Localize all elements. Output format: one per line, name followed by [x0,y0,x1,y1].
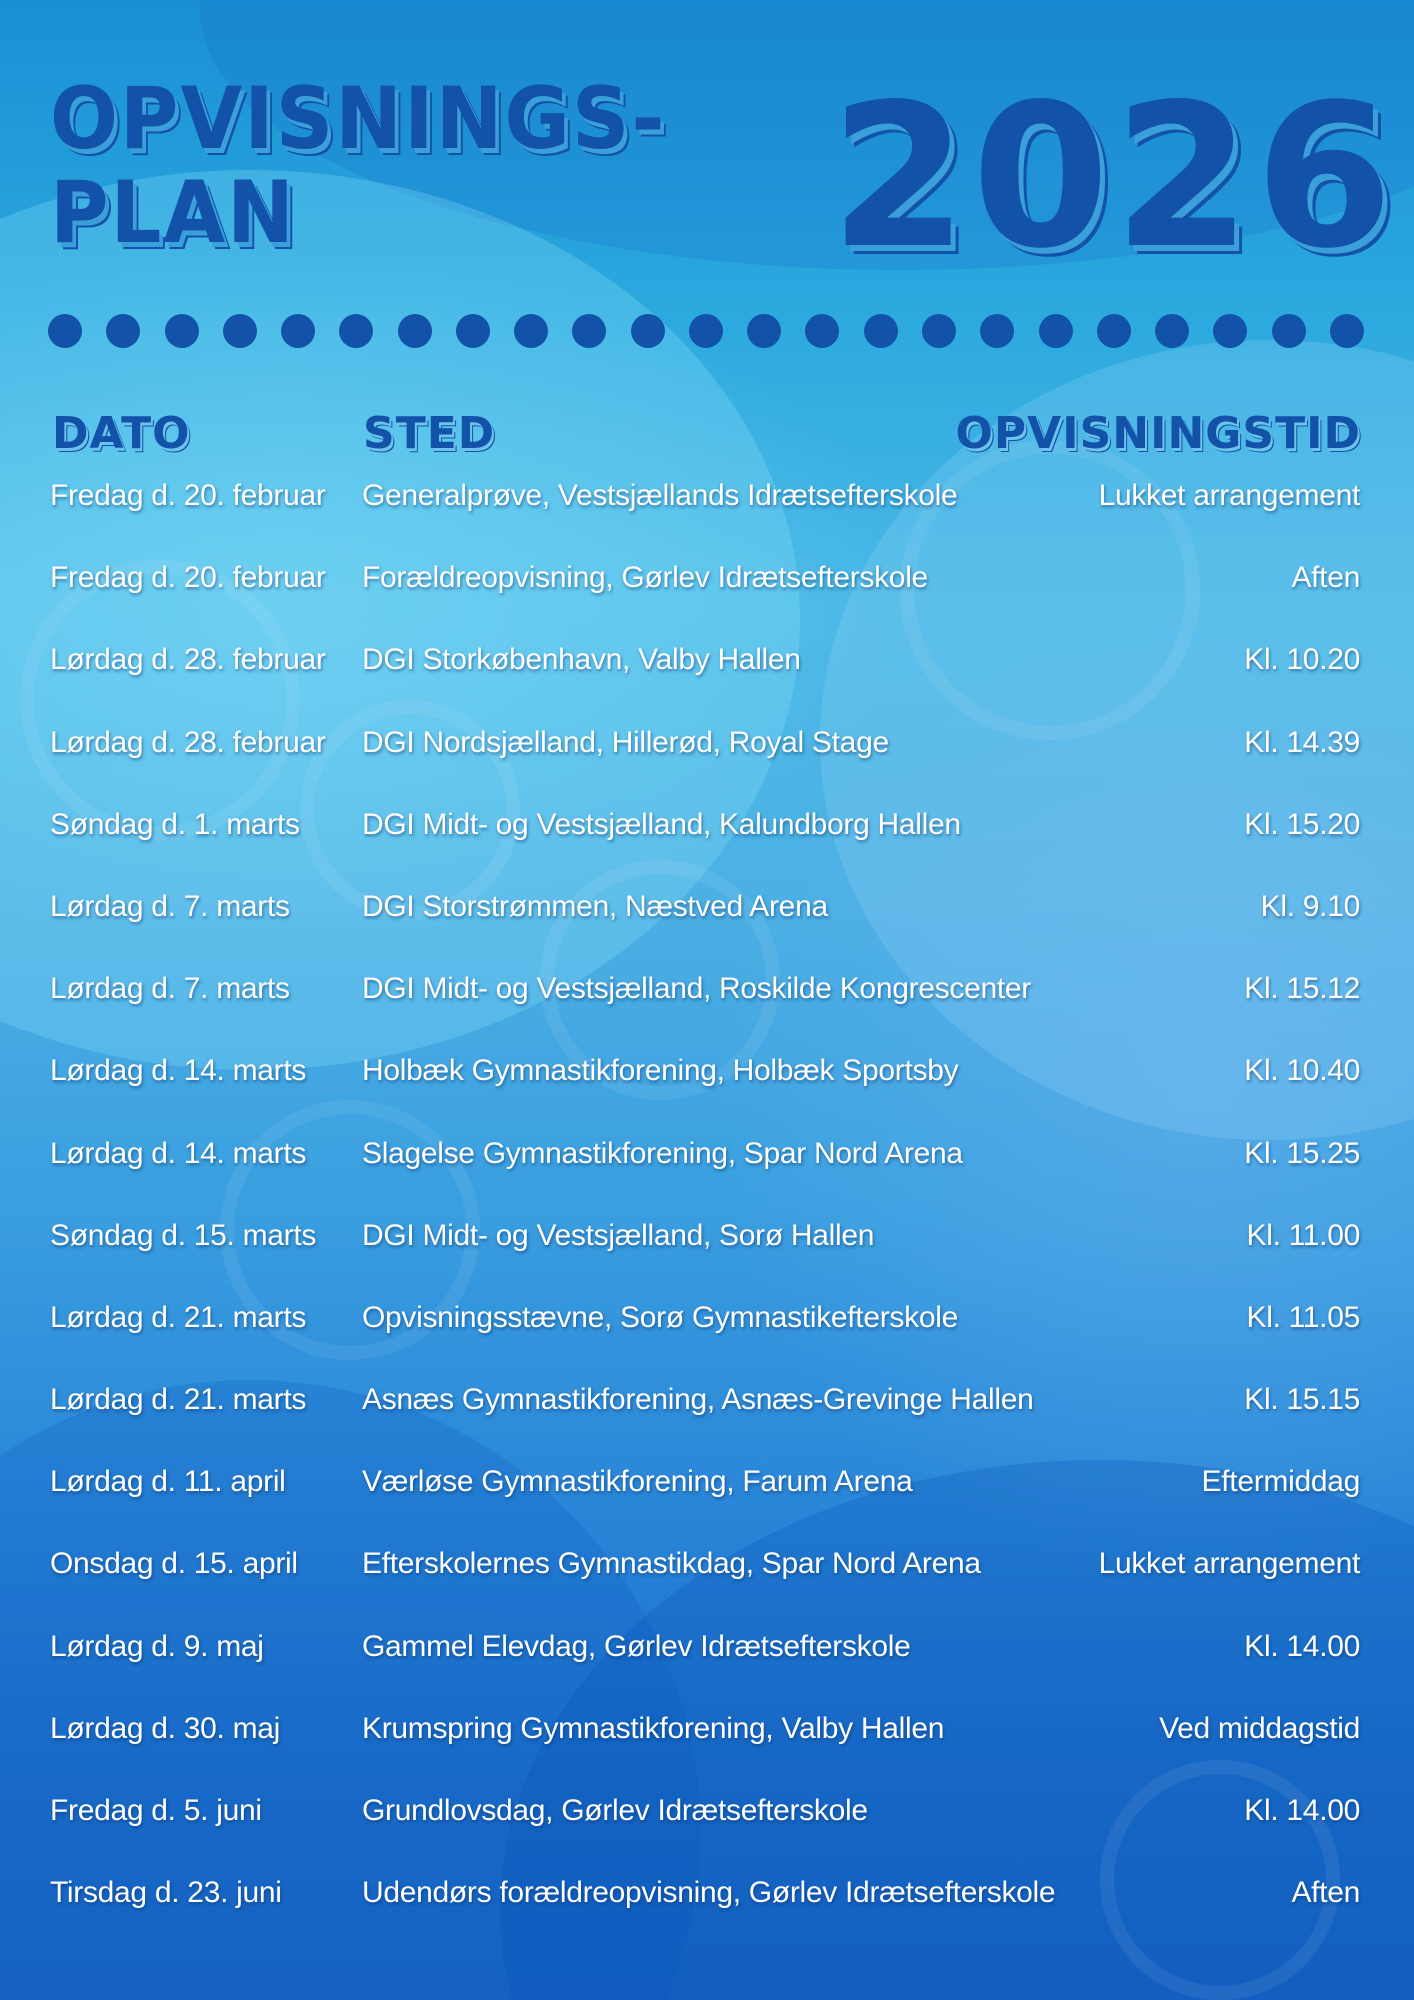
separator-dot [1039,314,1073,348]
row-place: DGI Storkøbenhavn, Valby Hallen [362,643,801,677]
column-header-date: DATO [52,408,191,459]
table-row [0,1043,1414,1125]
row-time: Kl. 11.00 [1246,1218,1360,1252]
row-date: Lørdag d. 7. marts [50,889,290,923]
row-date: Lørdag d. 9. maj [50,1629,264,1663]
separator-dot [805,314,839,348]
separator-dot [339,314,373,348]
row-place: Grundlovsdag, Gørlev Idrætsefterskole [362,1794,868,1827]
separator-dot [165,314,199,348]
table-row [0,1126,1414,1208]
row-date: Lørdag d. 28. februar [50,643,326,677]
table-row [0,1701,1414,1783]
row-time: Kl. 15.15 [1244,1383,1360,1417]
row-time: Kl. 14.00 [1244,1794,1360,1827]
separator-dot [922,314,956,348]
year-heading: 2026 [830,61,1398,292]
separator-dot [980,314,1014,348]
table-row [0,1619,1414,1701]
title-line-2: PLAN [50,163,296,263]
table-row [0,879,1414,961]
row-date: Lørdag d. 21. marts [50,1383,307,1417]
row-time: Eftermiddag [1201,1465,1360,1499]
separator-dot [747,314,781,348]
row-place: DGI Midt- og Vestsjælland, Kalundborg Hallen [362,807,961,841]
title-line-1: OPVISNINGS- [50,69,667,169]
table-row [0,715,1414,797]
row-place: Krumspring Gymnastikforening, Valby Hallen [362,1711,945,1745]
row-place: Værløse Gymnastikforening, Farum Arena [362,1465,913,1499]
column-header-place: STED [363,408,496,459]
row-place: DGI Storstrømmen, Næstved Arena [362,889,828,923]
separator-dot [223,314,257,348]
separator-dot [281,314,315,348]
separator-dot [689,314,723,348]
separator-dot [48,314,82,348]
row-date: Fredag d. 20. februar [50,479,326,512]
row-place: Forældreopvisning, Gørlev Idrætsefterskole [362,561,928,595]
row-date: Onsdag d. 15. april [50,1547,298,1581]
row-date: Fredag d. 20. februar [50,561,326,595]
row-date: Lørdag d. 11. april [50,1465,286,1499]
row-place: Opvisningsstævne, Sorø Gymnastikefterskole [362,1300,958,1334]
table-row [0,797,1414,879]
table-row [0,1783,1414,1865]
separator-dot [398,314,432,348]
separator-dot [456,314,490,348]
row-time: Ved middagstid [1159,1711,1360,1745]
row-date: Lørdag d. 28. februar [50,725,326,759]
row-date: Lørdag d. 30. maj [50,1711,281,1745]
separator-dot [864,314,898,348]
separator-dot [631,314,665,348]
table-row [0,550,1414,632]
schedule-table [0,468,1414,1947]
row-place: Gammel Elevdag, Gørlev Idrætsefterskole [362,1629,911,1663]
row-time: Lukket arrangement [1098,1547,1360,1581]
row-place: Udendørs forældreopvisning, Gørlev Idrætsefterskole [362,1876,1056,1910]
dotted-separator [48,313,1364,349]
row-date: Tirsdag d. 23. juni [50,1876,282,1910]
row-time: Kl. 10.40 [1244,1054,1360,1088]
row-time: Kl. 11.05 [1246,1300,1360,1334]
table-row [0,1372,1414,1454]
row-place: Generalprøve, Vestsjællands Idrætsefterskole [362,479,958,512]
row-time: Kl. 15.20 [1244,807,1360,841]
table-row [0,1536,1414,1618]
row-place: DGI Midt- og Vestsjælland, Roskilde Kongrescenter [362,972,1031,1006]
column-header-time: OPVISNINGSTID [955,408,1361,459]
row-date: Lørdag d. 14. marts [50,1054,307,1088]
row-place: Efterskolernes Gymnastikdag, Spar Nord Arena [362,1547,981,1581]
row-time: Aften [1291,1876,1360,1910]
row-time: Kl. 15.25 [1244,1136,1360,1170]
separator-dot [1272,314,1306,348]
separator-dot [1097,314,1131,348]
table-row [0,1208,1414,1290]
row-date: Lørdag d. 7. marts [50,972,290,1006]
page-title [50,69,667,263]
row-date: Lørdag d. 14. marts [50,1136,307,1170]
row-place: DGI Midt- og Vestsjælland, Sorø Hallen [362,1218,875,1252]
row-time: Aften [1291,561,1360,595]
row-date: Fredag d. 5. juni [50,1794,262,1827]
table-row [0,1865,1414,1947]
separator-dot [1330,314,1364,348]
row-time: Kl. 14.39 [1244,725,1360,759]
row-place: Holbæk Gymnastikforening, Holbæk Sportsby [362,1054,959,1088]
table-row [0,1290,1414,1372]
row-place: DGI Nordsjælland, Hillerød, Royal Stage [362,725,889,759]
row-time: Lukket arrangement [1098,479,1360,512]
row-place: Asnæs Gymnastikforening, Asnæs-Grevinge Hallen [362,1383,1034,1417]
row-date: Lørdag d. 21. marts [50,1300,307,1334]
row-date: Søndag d. 1. marts [50,807,300,841]
row-time: Kl. 15.12 [1244,972,1360,1006]
separator-dot [1155,314,1189,348]
row-time: Kl. 14.00 [1244,1629,1360,1663]
separator-dot [572,314,606,348]
row-time: Kl. 9.10 [1260,889,1360,923]
row-date: Søndag d. 15. marts [50,1218,317,1252]
table-row [0,632,1414,714]
table-row [0,468,1414,550]
separator-dot [1213,314,1247,348]
table-row [0,1454,1414,1536]
row-place: Slagelse Gymnastikforening, Spar Nord Arena [362,1136,963,1170]
separator-dot [514,314,548,348]
separator-dot [106,314,140,348]
row-time: Kl. 10.20 [1244,643,1360,677]
table-row [0,961,1414,1043]
